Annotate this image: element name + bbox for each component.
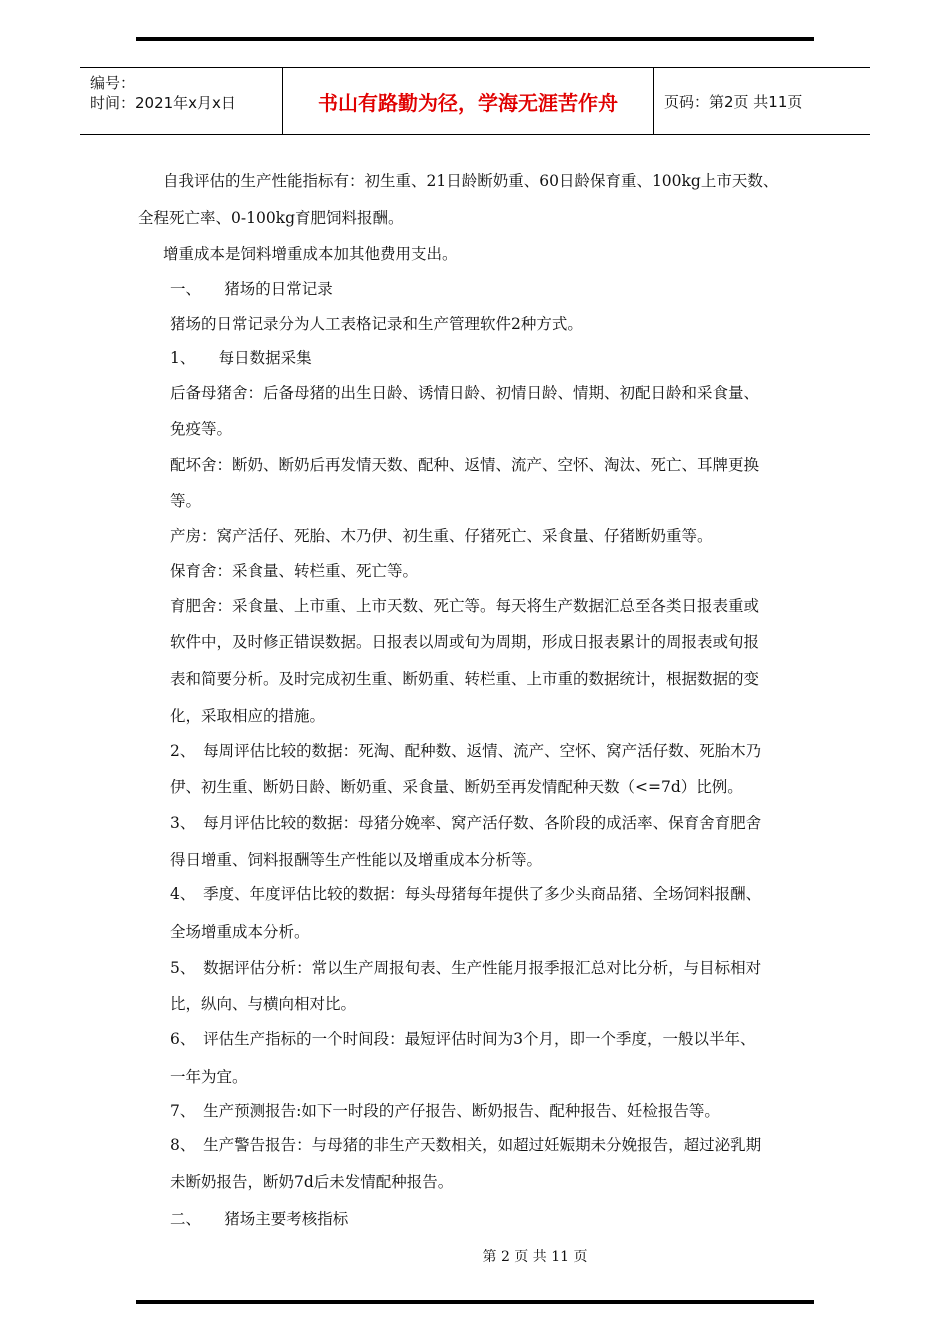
top-rule [136, 37, 814, 41]
paragraph-line: 等。 [170, 492, 202, 510]
paragraph-line: 6、 评估生产指标的一个时间段：最短评估时间为3个月，即一个季度，一般以半年、 [170, 1030, 756, 1048]
header-page-info: 页码：第2页 共11页 [664, 92, 803, 111]
paragraph-line: 后备母猪舍：后备母猪的出生日龄、诱情日龄、初情日龄、情期、初配日龄和采食量、 [170, 384, 760, 402]
subsection-heading: 1、 每日数据采集 [170, 349, 312, 367]
paragraph-line: 伊、初生重、断奶日龄、断奶重、采食量、断奶至再发情配种天数（<=7d）比例。 [170, 778, 743, 796]
paragraph-line: 未断奶报告，断奶7d后未发情配种报告。 [170, 1173, 454, 1191]
paragraph-line: 比，纵向、与横向相对比。 [170, 995, 357, 1013]
paragraph-line: 化，采取相应的措施。 [170, 707, 326, 725]
paragraph-line: 4、 季度、年度评估比较的数据：每头母猪每年提供了多少头商品猪、全场饲料报酬、 [170, 885, 762, 903]
paragraph-line: 一年为宜。 [170, 1068, 248, 1086]
document-date: 时间：2021年x月x日 [90, 94, 236, 112]
paragraph-line: 全程死亡率、0-100kg育肥饲料报酬。 [138, 209, 404, 227]
paragraph-line: 3、 每月评估比较的数据：母猪分娩率、窝产活仔数、各阶段的成活率、保育舍育肥舍 [170, 814, 762, 832]
paragraph-line: 2、 每周评估比较的数据：死淘、配种数、返情、流产、空怀、窝产活仔数、死胎木乃 [170, 742, 762, 760]
paragraph-line: 免疫等。 [170, 420, 233, 438]
paragraph-line: 增重成本是饲料增重成本加其他费用支出。 [163, 245, 458, 263]
bottom-rule [136, 1300, 814, 1304]
paragraph-line: 自我评估的生产性能指标有：初生重、21日龄断奶重、60日龄保育重、100kg上市天数、 [163, 172, 779, 190]
header-motto: 书山有路勤为径，学海无涯苦作舟 [282, 68, 654, 134]
paragraph-line: 全场增重成本分析。 [170, 923, 310, 941]
paragraph-line: 育肥舍：采食量、上市重、上市天数、死亡等。每天将生产数据汇总至各类日报表重或 [170, 597, 760, 615]
paragraph-line: 产房：窝产活仔、死胎、木乃伊、初生重、仔猪死亡、采食量、仔猪断奶重等。 [170, 527, 713, 545]
paragraph-line: 软件中，及时修正错误数据。日报表以周或旬为周期，形成日报表累计的周报表或旬报 [170, 633, 760, 651]
paragraph-line: 猪场的日常记录分为人工表格记录和生产管理软件2种方式。 [170, 315, 583, 333]
header-table [80, 67, 870, 135]
section-heading: 一、 猪场的日常记录 [170, 280, 333, 298]
page-footer: 第 2 页 共 11 页 [482, 1249, 588, 1265]
header-left-cell [80, 68, 282, 134]
paragraph-line: 7、 生产预测报告:如下一时段的产仔报告、断奶报告、配种报告、妊检报告等。 [170, 1102, 720, 1120]
paragraph-line: 表和简要分析。及时完成初生重、断奶重、转栏重、上市重的数据统计，根据数据的变 [170, 670, 760, 688]
paragraph-line: 保育舍：采食量、转栏重、死亡等。 [170, 562, 419, 580]
document-number-label: 编号： [90, 74, 136, 92]
paragraph-line: 配坏舍：断奶、断奶后再发情天数、配种、返情、流产、空怀、淘汰、死亡、耳牌更换 [170, 456, 760, 474]
paragraph-line: 8、 生产警告报告：与母猪的非生产天数相关，如超过妊娠期未分娩报告，超过泌乳期 [170, 1136, 762, 1154]
paragraph-line: 5、 数据评估分析：常以生产周报旬表、生产性能月报季报汇总对比分析，与目标相对 [170, 959, 762, 977]
section-heading: 二、 猪场主要考核指标 [170, 1210, 349, 1228]
paragraph-line: 得日增重、饲料报酬等生产性能以及增重成本分析等。 [170, 851, 543, 869]
